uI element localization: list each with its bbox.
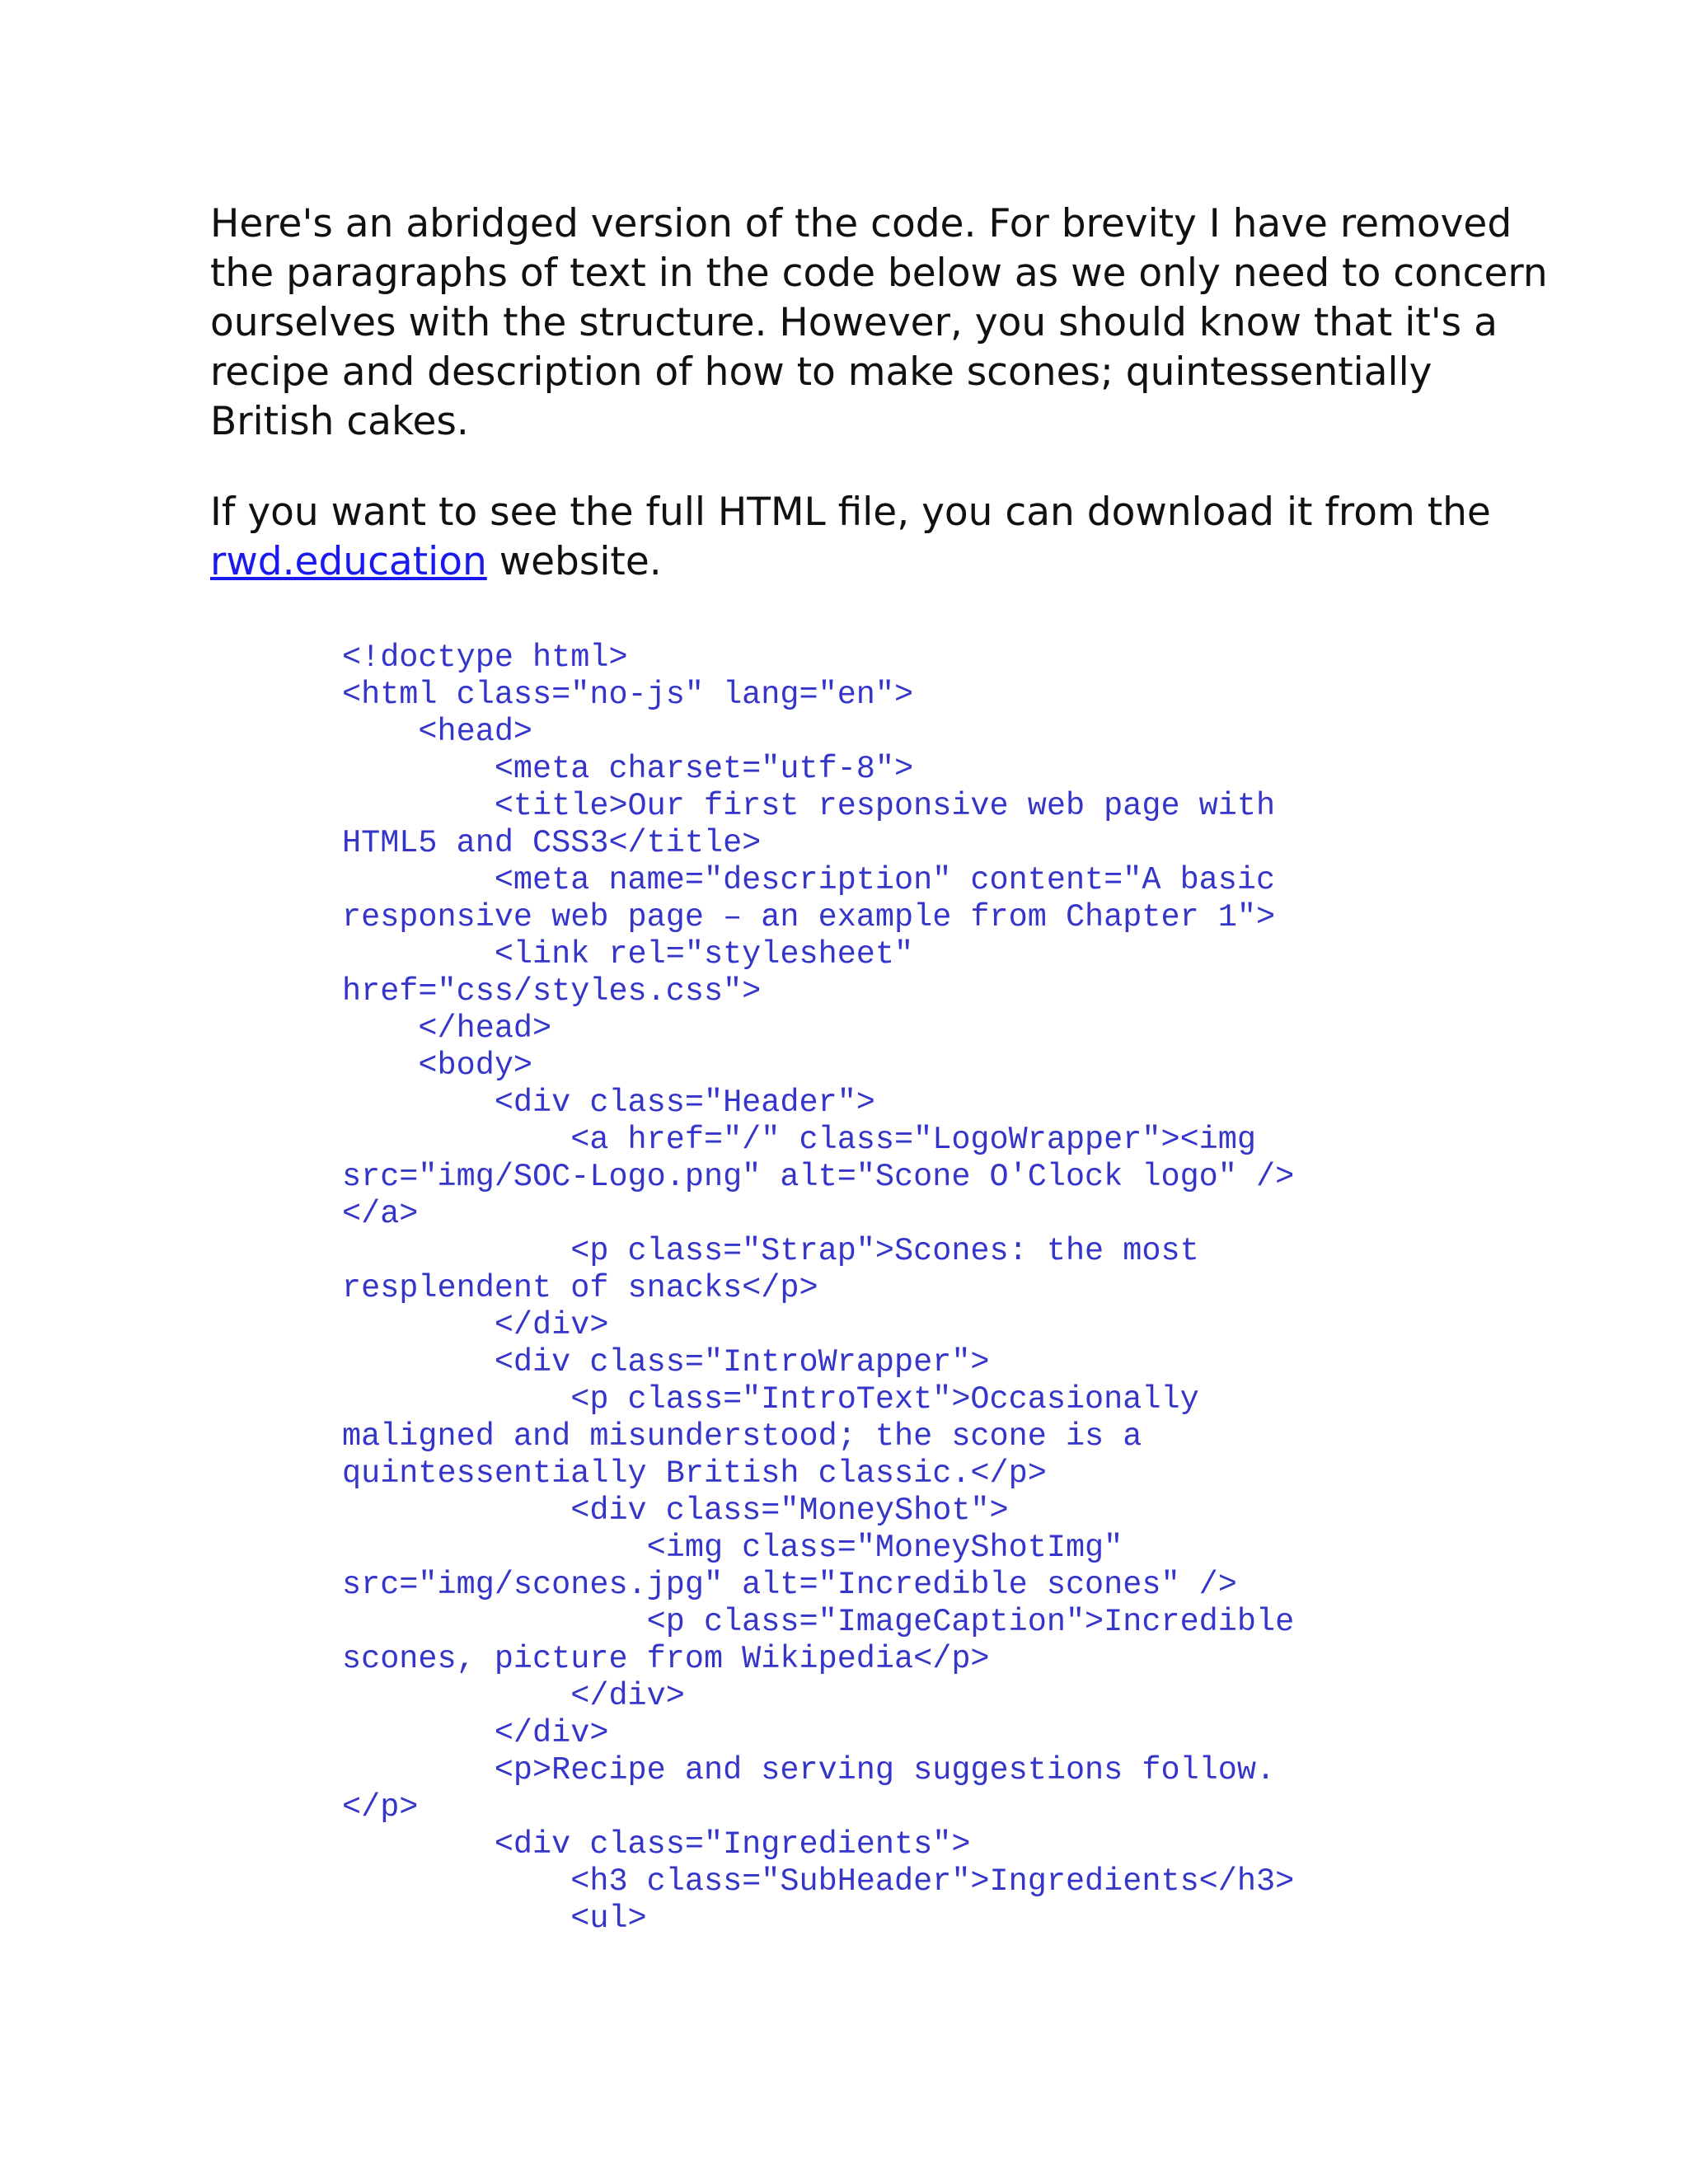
- code-line: <h3 class="SubHeader">Ingredients</h3>: [342, 1863, 1295, 1900]
- code-line: <div class="Header">: [342, 1085, 875, 1121]
- code-line: <a href="/" class="LogoWrapper"><img: [342, 1122, 1256, 1158]
- code-line: <head>: [342, 714, 533, 750]
- code-line: </head>: [342, 1010, 552, 1047]
- code-line: <p class="ImageCaption">Incredible: [342, 1604, 1295, 1640]
- code-line: <body>: [342, 1047, 533, 1084]
- download-line: If you want to see the full HTML file, you can download it from the: [210, 490, 1491, 535]
- code-line: <div class="MoneyShot">: [342, 1493, 1009, 1529]
- code-line: <p>Recipe and serving suggestions follow.: [342, 1752, 1276, 1788]
- code-line: <p class="Strap">Scones: the most: [342, 1233, 1199, 1269]
- code-line: href="css/styles.css">: [342, 973, 762, 1010]
- code-line: src="img/SOC-Logo.png" alt="Scone O'Clock logo" />: [342, 1159, 1295, 1195]
- code-line: <meta charset="utf-8">: [342, 751, 914, 787]
- code-line: scones, picture from Wikipedia</p>: [342, 1641, 990, 1677]
- intro-line: recipe and description of how to make scones; quintessentially: [210, 349, 1432, 395]
- code-line: <title>Our first responsive web page with: [342, 788, 1276, 824]
- rwd-education-link[interactable]: rwd.education: [210, 539, 487, 584]
- code-listing: [342, 640, 1294, 1938]
- download-suffix: website.: [486, 539, 662, 584]
- code-line: </p>: [342, 1789, 419, 1825]
- intro-line: Here's an abridged version of the code. For brevity I have removed: [210, 201, 1512, 246]
- code-line: </div>: [342, 1715, 609, 1751]
- code-line: <html class="no-js" lang="en">: [342, 677, 914, 713]
- code-line: <meta name="description" content="A basic: [342, 862, 1276, 898]
- code-line: </div>: [342, 1307, 609, 1343]
- download-paragraph: [210, 488, 1496, 587]
- code-line: src="img/scones.jpg" alt="Incredible scones" />: [342, 1567, 1237, 1603]
- intro-line: ourselves with the structure. However, you should know that it's a: [210, 300, 1498, 345]
- code-line: </div>: [342, 1678, 685, 1714]
- code-line: quintessentially British classic.</p>: [342, 1455, 1047, 1492]
- code-line: <ul>: [342, 1900, 647, 1937]
- code-line: <div class="Ingredients">: [342, 1826, 971, 1863]
- code-line: <img class="MoneyShotImg": [342, 1530, 1123, 1566]
- code-line: HTML5 and CSS3</title>: [342, 825, 762, 861]
- code-line: <!doctype html>: [342, 640, 628, 676]
- intro-line: the paragraphs of text in the code below as we only need to concern: [210, 251, 1548, 296]
- intro-line: British cakes.: [210, 399, 469, 444]
- code-line: </a>: [342, 1196, 419, 1232]
- intro-text: [210, 199, 1548, 587]
- code-line: <p class="IntroText">Occasionally: [342, 1381, 1199, 1418]
- code-line: resplendent of snacks</p>: [342, 1270, 818, 1306]
- intro-paragraph: [210, 199, 1548, 447]
- code-line: <div class="IntroWrapper">: [342, 1344, 990, 1380]
- code-line: <link rel="stylesheet": [342, 936, 914, 972]
- code-line: responsive web page – an example from Chapter 1">: [342, 899, 1276, 935]
- code-line: maligned and misunderstood; the scone is a: [342, 1418, 1142, 1455]
